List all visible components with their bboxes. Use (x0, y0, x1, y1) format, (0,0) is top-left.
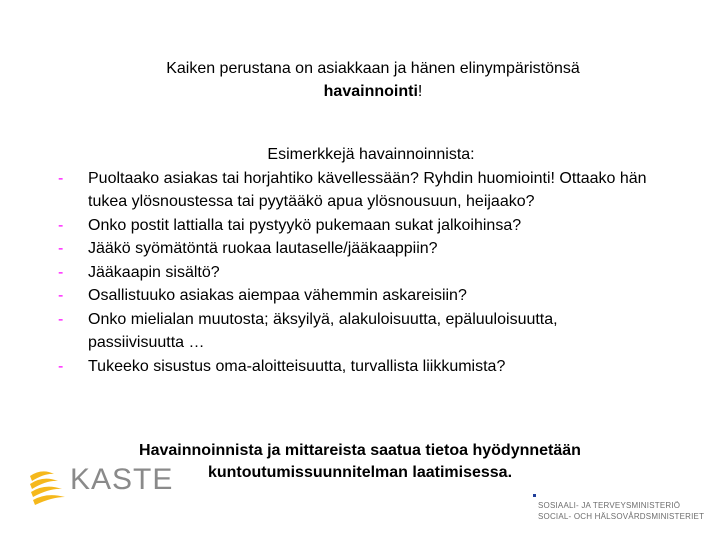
intro-line: Kaiken perustana on asiakkaan ja hänen elinympäristönsä (166, 60, 580, 77)
intro-text (80, 57, 666, 103)
kaste-logo-text: KASTE (70, 463, 174, 496)
list-item (56, 214, 656, 238)
bullet-dash: - (58, 169, 64, 187)
bullet-dash: - (58, 240, 64, 257)
list-item-text: Onko postit lattialla tai pystyykö pukemaan sukat jalkoihinsa? (88, 216, 522, 234)
list-item-text: Tukeeko sisustus oma-aloitteisuutta, turvallista liikkumista? (88, 357, 506, 375)
examples-section (56, 143, 656, 378)
intro-suffix: ! (417, 83, 423, 100)
conclusion-text (100, 440, 620, 484)
list-item (56, 308, 656, 355)
list-item-text: Jääkö syömätöntä ruokaa lautaselle/jääkaappiin? (88, 240, 438, 257)
ministry-name-fi: SOSIAALI- JA TERVEYSMINISTERIÖ (538, 501, 681, 510)
conclusion-line: kuntoutumissuunnitelman laatimisessa. (207, 464, 513, 481)
list-item-text: Osallistuuko asiakas aiempaa vähemmin askareisiin? (88, 287, 467, 304)
list-item-text: Jääkaapin sisältö? (88, 263, 220, 281)
examples-list (56, 167, 656, 379)
ministry-dot-icon (533, 494, 536, 497)
list-item (56, 355, 656, 379)
kaste-swoosh-icon (28, 462, 68, 508)
kaste-logo (28, 462, 174, 508)
examples-heading: Esimerkkejä havainnoinnista: (267, 146, 475, 163)
list-item (56, 261, 656, 285)
intro-emphasis-line (80, 80, 666, 103)
list-item (56, 237, 656, 261)
bullet-dash: - (58, 357, 64, 375)
list-item-text: Puoltaako asiakas tai horjahtiko kävellessään? Ryhdin huomiointi! Ottaako hän tukea ylösnoustessa tai pyytääkö apua ylösnousuun, heijaako? (88, 169, 647, 210)
bullet-dash: - (58, 216, 64, 234)
list-item (56, 284, 656, 308)
list-item (56, 167, 656, 214)
bullet-dash: - (58, 263, 64, 281)
bullet-dash: - (58, 310, 64, 328)
list-item-text: Onko mielialan muutosta; äksyilyä, alakuloisuutta, epäluuloisuutta, passiivisuutta … (88, 310, 558, 351)
conclusion-line: Havainnoinnista ja mittareista saatua tietoa hyödynnetään (139, 442, 581, 459)
bullet-dash: - (58, 287, 64, 304)
ministry-name-sv: SOCIAL- OCH HÄLSOVÅRDSMINISTERIET (538, 512, 705, 521)
intro-emphasis: havainnointi (323, 83, 418, 100)
